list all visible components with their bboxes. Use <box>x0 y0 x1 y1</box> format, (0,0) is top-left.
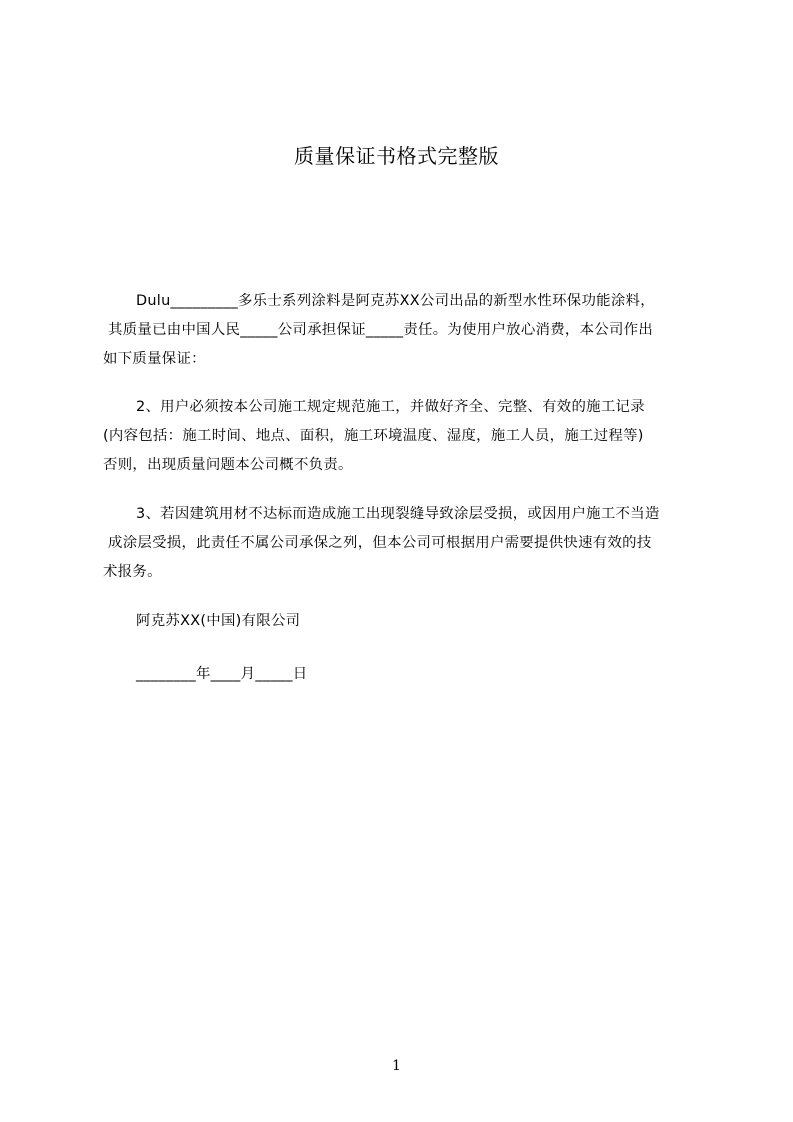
date-blank-line: ________年____月_____日 <box>136 666 308 682</box>
paragraph-line: 其质量已由中国人民_____公司承担保证_____责任。为使用户放心消费，本公司作出 <box>108 322 654 338</box>
company-name: 阿克苏XX(中国)有限公司 <box>136 613 301 629</box>
paragraph-line: 如下质量保证： <box>103 351 206 367</box>
paragraph-warranty-intro <box>103 287 693 374</box>
paragraph-line: (内容包括：施工时间、地点、面积，施工环境温度、湿度，施工人员，施工过程等) <box>103 428 644 444</box>
paragraph-line: 3、若因建筑用材不达标而造成施工出现裂缝导致涂层受损，或因用户施工不当造 <box>136 506 660 522</box>
paragraph-clause-2 <box>103 393 693 480</box>
paragraph-clause-3 <box>103 500 693 587</box>
paragraph-line: 成涂层受损，此责任不属公司承保之列，但本公司可根据用户需要提供快速有效的技 <box>108 535 652 551</box>
document-title: 质量保证书格式完整版 <box>294 144 499 168</box>
paragraph-line: 2、用户必须按本公司施工规定规范施工，并做好齐全、完整、有效的施工记录 <box>136 399 645 415</box>
paragraph-line: 否则，出现质量问题本公司概不负责。 <box>103 457 353 473</box>
page-number: 1 <box>392 1058 401 1074</box>
paragraph-line: 术报务。 <box>103 564 162 580</box>
paragraph-line: Dulu_________多乐士系列涂料是阿克苏XX公司出品的新型水性环保功能涂料， <box>136 293 655 309</box>
company-signature <box>103 607 693 636</box>
date-field <box>103 660 693 689</box>
